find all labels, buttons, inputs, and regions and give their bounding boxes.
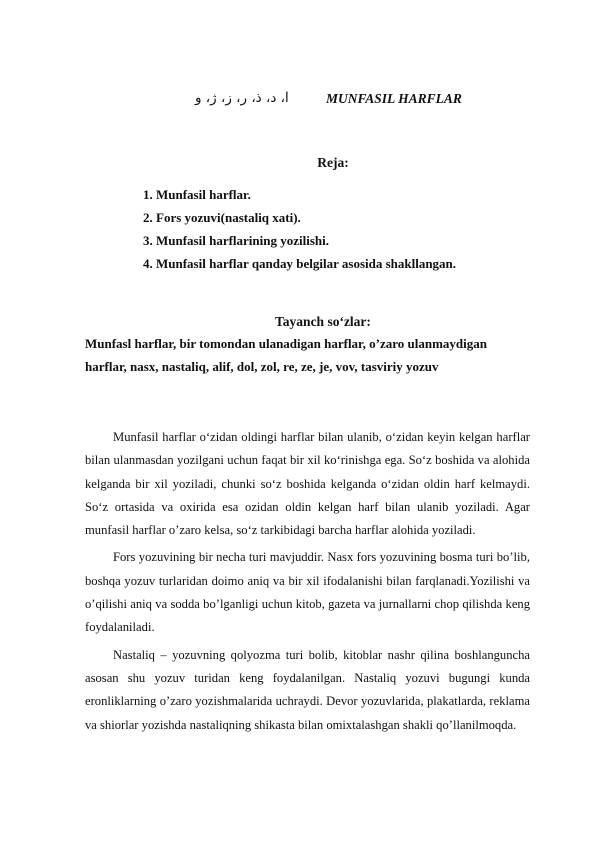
page-title: MUNFASIL HARFLAR — [326, 91, 462, 106]
keywords-heading: Tayanch so‘zlar: — [275, 314, 371, 329]
plan-heading: Reja: — [317, 155, 349, 170]
plan-item: 1. Munfasil harflar. — [143, 187, 251, 202]
plan-item: 2. Fors yozuvi(nastaliq xati). — [143, 210, 301, 225]
plan-item: 4. Munfasil harflar qanday belgilar asosida shakllangan. — [143, 256, 457, 271]
body-text — [85, 426, 530, 741]
plan-item: 3. Munfasil harflarining yozilishi. — [143, 233, 329, 248]
arabic-letters: ا، د، ذ، ر، ز، ژ، و — [195, 90, 289, 106]
paragraph: Fors yozuvining bir necha turi mavjuddir. Nasx fors yozuvining bosma turi bo’lib, boshqa yozuv turlaridan doimo aniq va bir xil ifodalanishi bilan farqlanadi.Yozilishi va o’qilishi aniq va sodda bo’lganligi uchun kitob, gazeta va jurnallarni chop qilishda keng foydalaniladi. — [85, 550, 530, 635]
paragraph: Munfasil harflar o‘zidan oldingi harflar bilan ulanib, o‘zidan keyin kelgan harflar bilan ulanmasdan yozilgani uchun faqat bir xil ko‘rinishga ega. So‘z boshida va alohida kelganda bir xil yoziladi, chunki so‘z boshida kelganda o‘zidan oldin harf kelmaydi. So‘z ortasida va oxirida esa ozidan oldin kelgan harf bilan ulanib yoziladi. Agar munfasil harflar o’zaro kelsa, so‘z tarkibidagi barcha harflar alohida yoziladi. — [85, 430, 530, 538]
title-row — [0, 90, 596, 110]
keywords-text: Munfasl harflar, bir tomondan ulanadigan harflar, o’zaro ulanmaydigan harflar, nasx, nastaliq, alif, dol, zol, re, ze, je, vov, tasviriy yozuv — [85, 336, 487, 374]
paragraph: Nastaliq – yozuvning qolyozma turi bolib, kitoblar nashr qilina boshlanguncha asosan shu yozuv turidan keng foydalanilgan. Nastaliq yozuvi bugungi kunda eronliklarning o’zaro yozishmalarida uchraydi. Devor yozuvlarida, plakatlarda, reklama va shiorlar yozishda nastaliqning shikasta bilan omixtalashgan shakli qo’llanilmoqda. — [85, 647, 530, 732]
plan-list — [143, 183, 456, 275]
